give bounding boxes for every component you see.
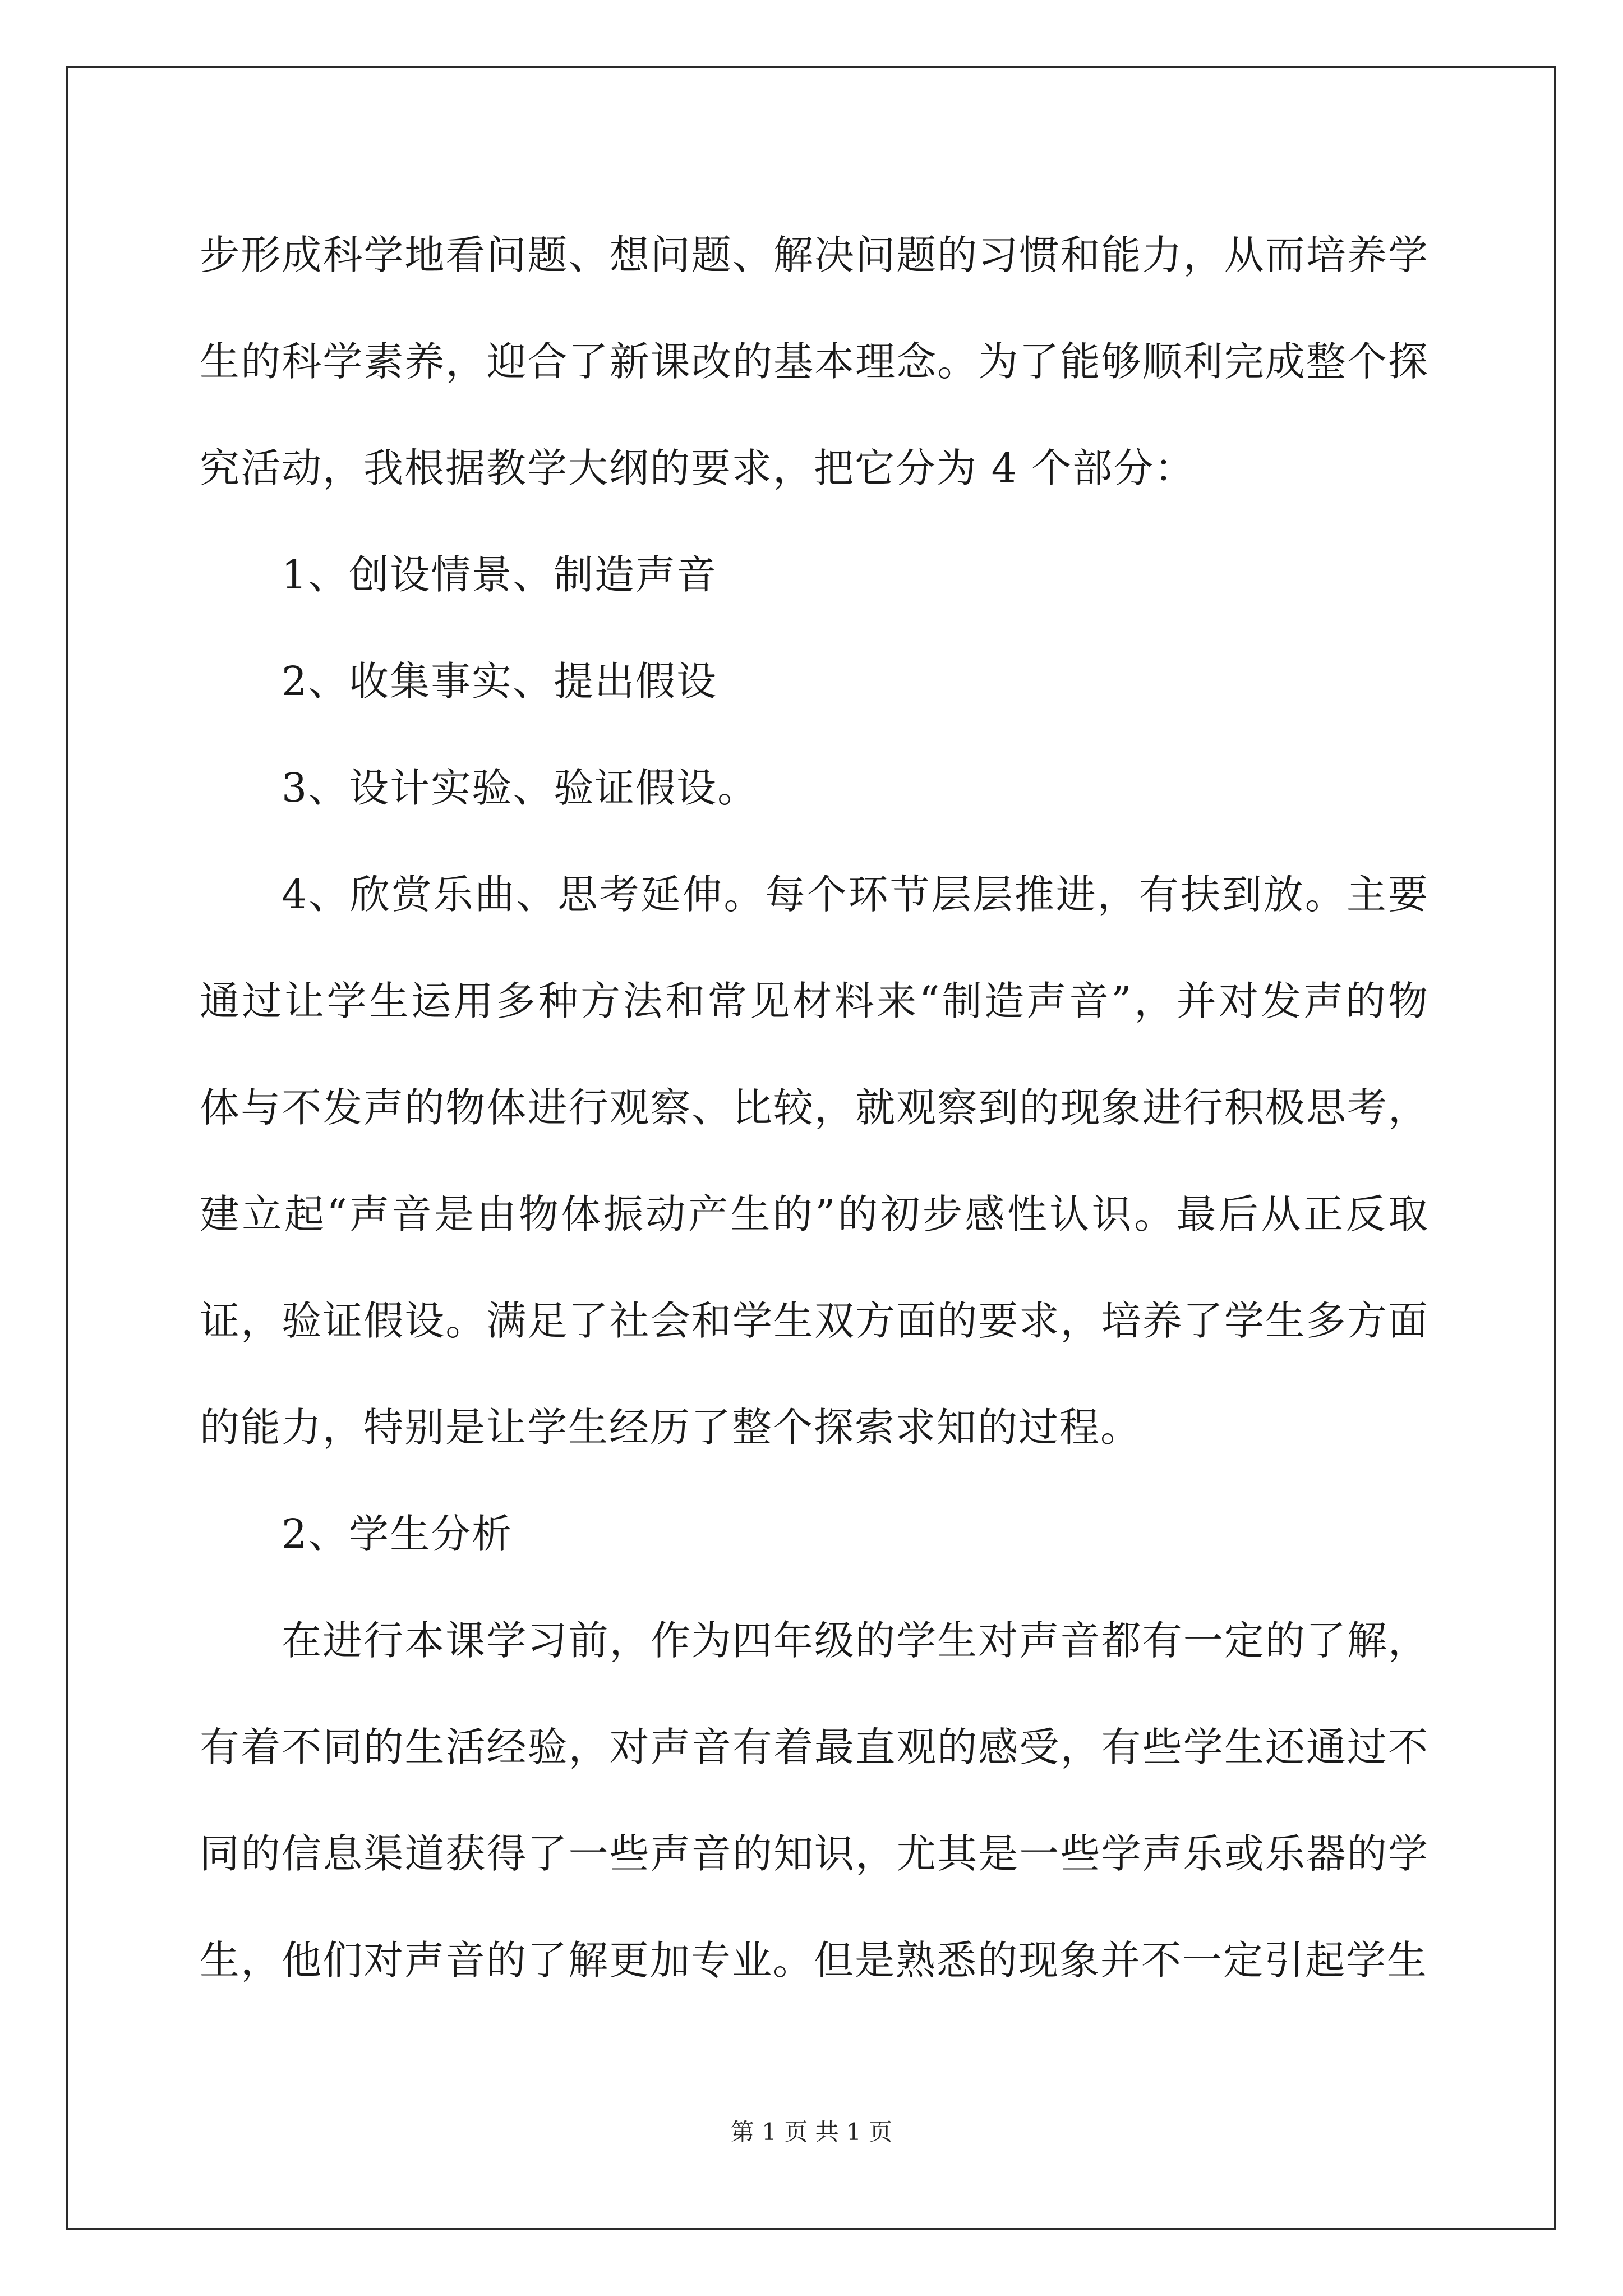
paragraph-student-analysis: 在进行本课学习前，作为四年级的学生对声音都有一定的了解，有着不同的生活经验，对声音有着最直观的感受，有些学生还通过不同的信息渠道获得了一些声音的知识，尤其是一些学声乐或乐器的学生，他们对声音的了解更加专业。但是熟悉的现象并不一定引起学生 [200, 1617, 1429, 1984]
list-item-4: 4、欣赏乐曲、思考延伸。每个环节层层推进，有扶到放。主要通过让学生运用多种方法和常见材料来“制造声音”，并对发声的物体与不发声的物体进行观察、比较，就观察到的现象进行积极思考，建立起“声音是由物体振动产生的”的初步感性认识。最后从正反取证，验证假设。满足了社会和学生双方面的要求，培养了学生多方面的能力，特别是让学生经历了整个探索求知的过程。 [200, 871, 1429, 1451]
section-heading-student-analysis: 2、学生分析 [282, 1511, 513, 1557]
page-number: 第 1 页 共 1 页 [730, 2118, 893, 2146]
list-item-1: 1、创设情景、制造声音 [282, 551, 718, 598]
list-item-2: 2、收集事实、提出假设 [282, 658, 718, 705]
document-body [200, 202, 1429, 2014]
list-item-3: 3、设计实验、验证假设。 [282, 765, 759, 811]
paragraph-intro: 步形成科学地看问题、想问题、解决问题的习惯和能力，从而培养学生的科学素养，迎合了新课改的基本理念。为了能够顺利完成整个探究活动，我根据教学大纲的要求，把它分为 4 个部分： [200, 232, 1429, 491]
